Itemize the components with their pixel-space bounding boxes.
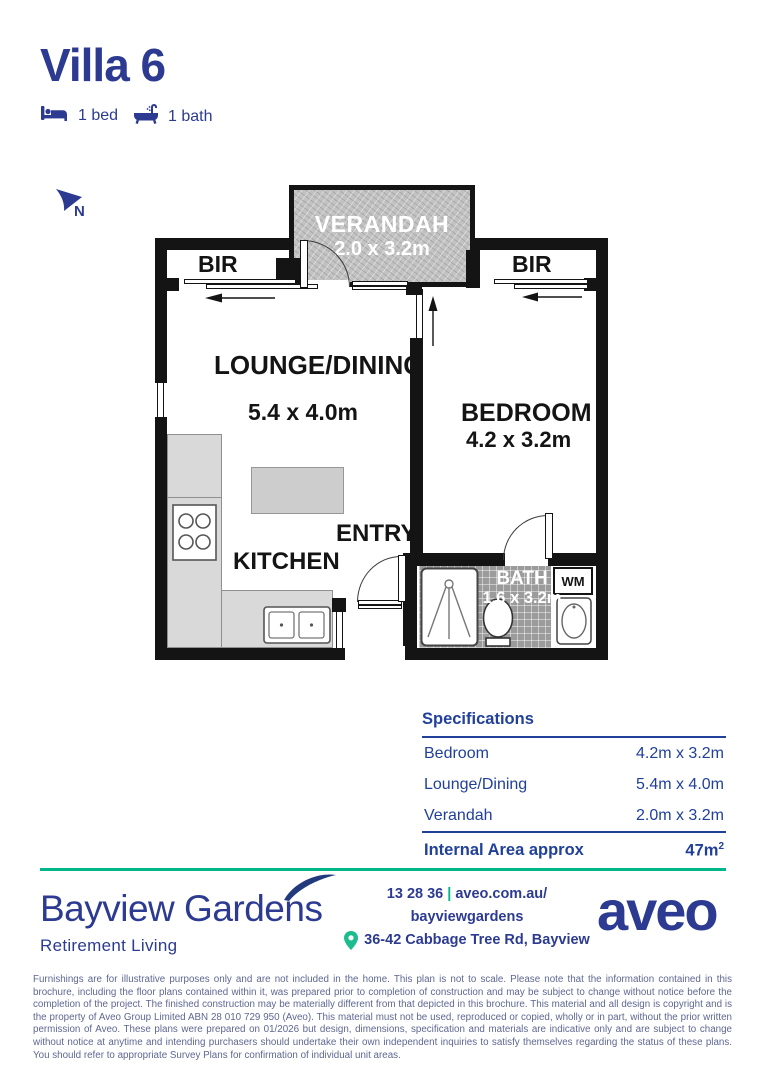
spec-label: Verandah xyxy=(424,807,493,824)
spec-label: Lounge/Dining xyxy=(424,776,528,793)
verandah-dims: 2.0 x 3.2m xyxy=(334,238,430,260)
shower xyxy=(420,567,479,652)
page-title: Villa 6 xyxy=(40,39,166,91)
bath-feature xyxy=(132,103,212,130)
kitchen-island xyxy=(251,467,344,514)
bedroom-label: BEDROOM xyxy=(461,399,592,427)
footer-divider xyxy=(40,868,726,871)
spec-row-bedroom xyxy=(422,738,726,769)
brand-name: Bayview Gardens xyxy=(40,888,323,929)
bed-feature xyxy=(40,103,118,128)
kitchen-label: KITCHEN xyxy=(233,548,340,575)
entry-label: ENTRY xyxy=(336,520,417,547)
bedroom-door-leaf xyxy=(545,513,553,559)
spec-value: 4.2m x 3.2m xyxy=(635,745,724,762)
leaf-icon xyxy=(282,872,338,907)
contact-line1 xyxy=(342,883,592,906)
kitchen-counter-upper xyxy=(167,434,222,498)
address-text: 36-42 Cabbage Tree Rd, Bayview xyxy=(364,932,590,948)
spec-total-sup: 2 xyxy=(718,841,724,852)
address-line xyxy=(342,929,592,952)
slide-arrow-left-bir xyxy=(205,291,277,309)
spec-title: Specifications xyxy=(422,710,726,738)
spec-total-label: Internal Area approx xyxy=(424,841,584,859)
spec-row-verandah xyxy=(422,800,726,831)
bed-count: 1 bed xyxy=(78,106,119,124)
pipe-separator: | xyxy=(447,886,452,902)
url-part2: bayviewgardens xyxy=(410,909,524,925)
bath-dims: 1.6 x 3.2m xyxy=(482,589,562,607)
spec-value: 2.0m x 3.2m xyxy=(635,807,724,824)
spec-value: 5.4m x 4.0m xyxy=(635,776,724,793)
spec-total-value xyxy=(685,841,724,861)
url-part1: aveo.com.au/ xyxy=(455,886,548,902)
phone-number: 13 28 36 xyxy=(386,886,444,902)
lounge-label: LOUNGE/DINING xyxy=(214,350,424,380)
spec-total-row xyxy=(422,831,726,861)
bath-icon xyxy=(132,103,160,130)
bir-right-label: BIR xyxy=(512,251,552,277)
spec-row-lounge xyxy=(422,769,726,800)
footer-brand xyxy=(40,888,322,956)
bath-count: 1 bath xyxy=(168,107,213,125)
lounge-dims: 5.4 x 4.0m xyxy=(248,399,358,425)
wm-label: WM xyxy=(561,573,585,589)
bir-left-label: BIR xyxy=(198,251,238,277)
aveo-logo: aveo xyxy=(597,879,717,942)
verandah-door-leaf xyxy=(300,240,308,288)
kitchen-sink xyxy=(263,606,331,649)
location-pin-icon xyxy=(344,931,358,950)
slide-arrow-right-bir xyxy=(522,290,584,308)
bedroom-dims: 4.2 x 3.2m xyxy=(466,427,572,452)
slide-arrow-window xyxy=(427,296,439,353)
north-label: N xyxy=(74,203,85,220)
entry-door-leaf xyxy=(398,555,406,602)
bath-label: BATH xyxy=(496,568,548,589)
footer-contact xyxy=(342,883,592,952)
stove xyxy=(172,504,217,566)
spec-total-number: 47m xyxy=(685,841,719,860)
verandah-label: VERANDAH xyxy=(314,211,450,237)
disclaimer-text: Furnishings are for illustrative purposes only and are not included in the home. This plan is not to scale. Please note that the information contained in this brochure, including the floor plans contained within it, was prepared prior to completion of construction and may be subject to change without notice before the completion of the project. The finished construction may be materially different from that depicted in this brochure. This material and all design is copyright and is the property of Aveo Group Limited ABN 28 010 729 950 (Aveo). This material must not be used, reproduced or copied, wholly or in part, without the prior written permission of Aveo. These plans were prepared on 01/2026 but design, dimensions, specification and materials are indicative only and are subject to change without notice at anytime and intending purchasers should undertake their own independent inquiries to satisfy themselves regarding the status of these plans. You should refer to appropriate Survey Plans for confirmation of individual unit areas. xyxy=(33,974,732,1061)
brand-subtitle: Retirement Living xyxy=(40,936,178,955)
bed-icon xyxy=(40,103,70,128)
spec-label: Bedroom xyxy=(424,745,489,762)
spec-table xyxy=(422,710,726,861)
